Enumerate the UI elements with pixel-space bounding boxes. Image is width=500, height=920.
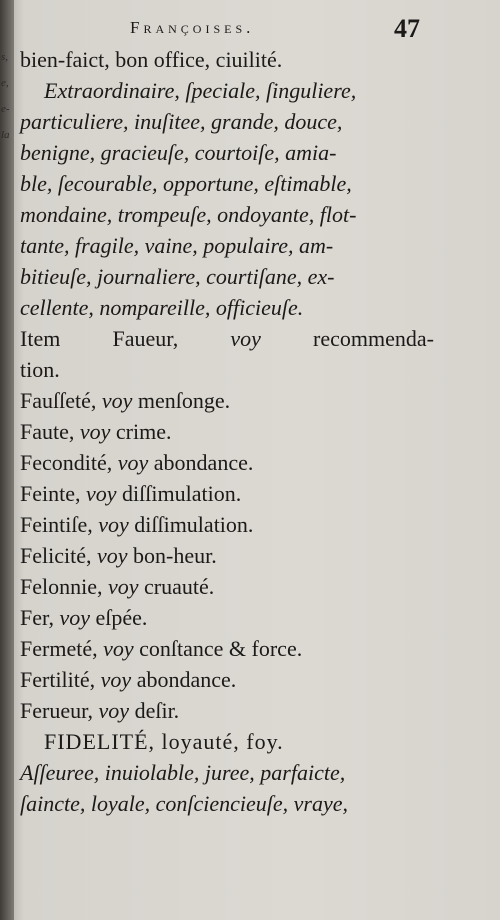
entry-heading: FIDELITÉ, loyauté, foy. — [44, 729, 284, 754]
reference-target: diſſimulation. — [128, 512, 254, 537]
headword: Item Faueur, — [20, 326, 231, 351]
headword: Fer, — [20, 605, 60, 630]
text-line — [20, 385, 434, 416]
headword: Faute, — [20, 419, 80, 444]
reference-target: recommenda- — [260, 326, 434, 351]
text-line: benigne, gracieuſe, courtoiſe, amia- — [20, 140, 337, 165]
reference-target: crime. — [110, 419, 172, 444]
headword: Feinte, — [20, 481, 86, 506]
text-line — [20, 540, 434, 571]
reference-target: abondance. — [131, 667, 237, 692]
text-line: mondaine, trompeuſe, ondoyante, flot- — [20, 202, 357, 227]
headword: Fertilité, — [20, 667, 101, 692]
reference-target: cruauté. — [138, 574, 215, 599]
headword: Feintiſe, — [20, 512, 99, 537]
text-line — [20, 416, 434, 447]
text-line — [20, 571, 434, 602]
reference-target: diſſimulation. — [116, 481, 242, 506]
running-title: Françoises. — [130, 18, 255, 37]
cross-reference-voy: voy — [98, 698, 130, 723]
text-line: cellente, nompareille, officieuſe. — [20, 295, 304, 320]
headword: Fecondité, — [20, 450, 118, 475]
reference-target: deſir. — [129, 698, 180, 723]
cross-reference-voy: voy — [79, 419, 111, 444]
reference-target: eſpée. — [89, 605, 148, 630]
text-line — [20, 664, 434, 695]
headword: Felonnie, — [20, 574, 108, 599]
text-line — [20, 633, 434, 664]
margin-marks — [1, 44, 15, 148]
cross-reference-voy: voy — [98, 512, 129, 537]
text-line: ſaincte, loyale, conſciencieuſe, vraye, — [20, 791, 349, 816]
text-line — [20, 478, 434, 509]
cross-reference-voy: voy — [96, 543, 128, 568]
text-line: tante, fragile, vaine, populaire, am- — [20, 233, 334, 258]
reference-target: conſtance & force. — [133, 636, 303, 661]
text-line — [20, 323, 434, 354]
headword: Fermeté, — [20, 636, 104, 661]
text-line: bien-faict, bon office, ciuilité. — [20, 47, 283, 72]
cross-reference-voy: voy — [108, 574, 139, 599]
text-line: tion. — [20, 357, 60, 382]
text-line — [20, 447, 434, 478]
text-line — [20, 602, 434, 633]
cross-reference-voy: voy — [103, 636, 134, 661]
body-text — [20, 44, 434, 819]
margin-mark: la — [1, 129, 10, 141]
text-line: ble, ſecourable, opportune, eſtimable, — [20, 171, 352, 196]
text-line: bitieuſe, journaliere, courtiſane, ex- — [20, 264, 335, 289]
cross-reference-voy: voy — [86, 481, 117, 506]
cross-reference-voy: voy — [101, 388, 133, 413]
cross-reference-voy: voy — [117, 450, 149, 475]
margin-mark: s, — [1, 51, 9, 63]
headword: Felicité, — [20, 543, 97, 568]
headword: Fauſſeté, — [20, 388, 102, 413]
reference-target: abondance. — [148, 450, 254, 475]
text-line: Aſſeuree, inuiolable, juree, parfaicte, — [20, 760, 346, 785]
cross-reference-voy: voy — [230, 326, 261, 351]
reference-target: bon-heur. — [127, 543, 217, 568]
reference-target: menſonge. — [132, 388, 231, 413]
text-line — [20, 509, 434, 540]
text-line: Extraordinaire, ſpeciale, ſinguliere, — [44, 78, 357, 103]
cross-reference-voy: voy — [59, 605, 90, 630]
text-line: particuliere, inuſitee, grande, douce, — [20, 109, 343, 134]
page-number: 47 — [394, 14, 420, 43]
page-header — [130, 14, 420, 42]
text-line — [20, 695, 434, 726]
headword: Feruеur, — [20, 698, 99, 723]
margin-mark: e, — [1, 77, 9, 89]
margin-mark: e- — [1, 103, 10, 115]
cross-reference-voy: voy — [100, 667, 132, 692]
